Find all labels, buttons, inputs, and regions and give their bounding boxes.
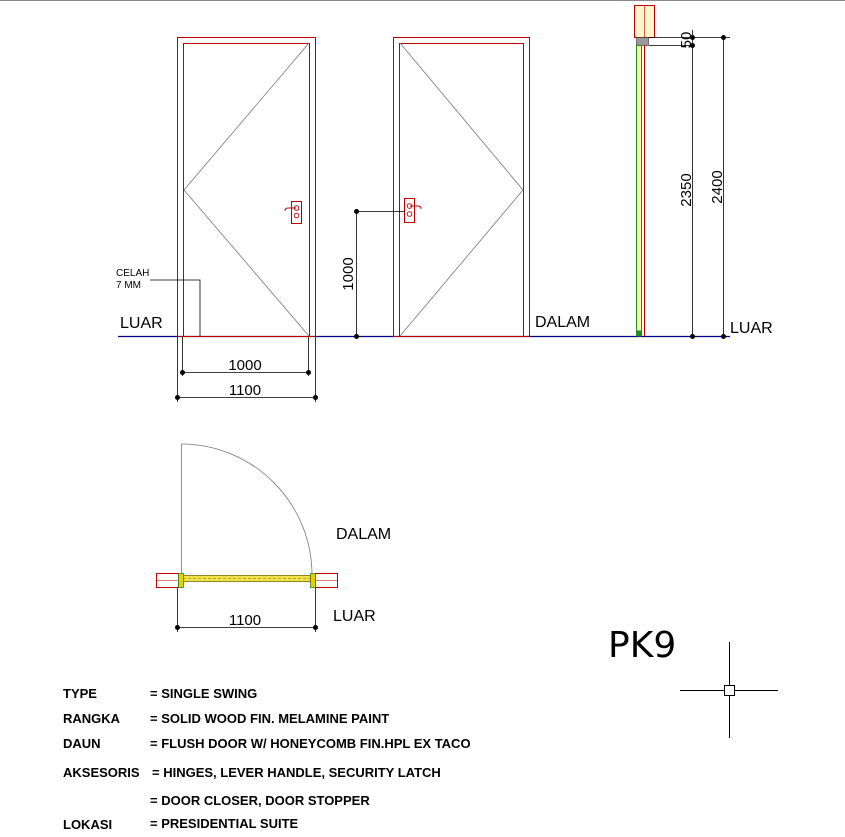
door-leaf-section — [637, 46, 642, 336]
width-dimensions — [175, 337, 318, 402]
spec-value: = SOLID WOOD FIN. MELAMINE PAINT — [150, 711, 390, 726]
door-section — [635, 5, 773, 339]
dim-outer-width: 1100 — [228, 382, 262, 399]
door-swing-arc — [182, 444, 313, 575]
door-frame-inner — [184, 44, 310, 337]
door-frame-outer — [178, 38, 316, 337]
spec-key: RANGKA — [63, 711, 121, 726]
spec-key: LOKASI — [63, 817, 113, 832]
door-plan — [156, 444, 391, 632]
door-elevation-inside — [340, 38, 590, 340]
spec-value: = DOOR CLOSER, DOOR STOPPER — [150, 793, 370, 808]
dalam-label-elevation: DALAM — [535, 314, 591, 331]
luar-label-section: LUAR — [730, 320, 773, 337]
spec-value: = PRESIDENTIAL SUITE — [150, 816, 299, 831]
specification-notes — [63, 686, 471, 832]
door-frame-outer — [394, 38, 530, 337]
drawing-code: PK9 — [608, 625, 677, 666]
crosshair-cursor-icon — [680, 642, 778, 738]
dim-top-gap: 50 — [678, 31, 695, 49]
celah-label-line1: CELAH — [116, 268, 150, 279]
door-swing-indicator — [400, 43, 523, 336]
spec-key: AKSESORIS — [63, 765, 140, 780]
lever-handle-icon — [405, 199, 422, 223]
dim-total-height: 2400 — [709, 170, 726, 204]
dim-inner-width: 1000 — [228, 357, 262, 374]
spec-value: = HINGES, LEVER HANDLE, SECURITY LATCH — [152, 765, 441, 780]
spec-key: TYPE — [63, 686, 97, 701]
dim-door-height: 2350 — [678, 173, 695, 207]
door-elevation-outside — [116, 38, 316, 337]
spec-value: = FLUSH DOOR W/ HONEYCOMB FIN.HPL EX TACO — [150, 736, 471, 751]
celah-label-line2: 7 MM — [116, 280, 141, 291]
lever-handle-icon — [285, 202, 302, 224]
door-leaf-plan — [184, 576, 311, 582]
frame-head-section — [637, 38, 649, 46]
spec-key: DAUN — [63, 736, 101, 751]
dim-plan-width: 1100 — [228, 612, 262, 629]
luar-label-plan: LUAR — [333, 608, 376, 625]
dalam-label-plan: DALAM — [336, 526, 392, 543]
door-swing-indicator — [184, 43, 309, 336]
spec-value: = SINGLE SWING — [150, 686, 258, 701]
dim-handle-height: 1000 — [340, 257, 357, 291]
door-frame-inner — [400, 44, 524, 337]
luar-label-elevation: LUAR — [120, 315, 163, 332]
